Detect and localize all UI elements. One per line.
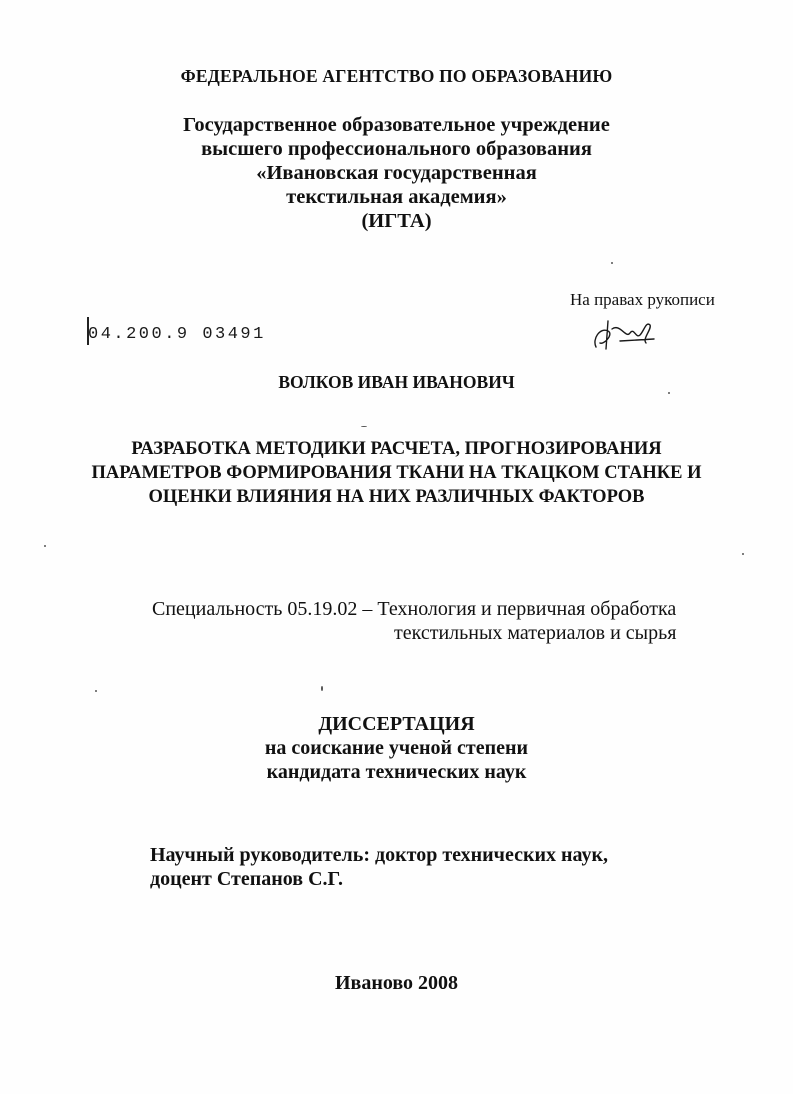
- scan-speck: [95, 690, 97, 692]
- institution-line-3: «Ивановская государственная: [256, 162, 537, 184]
- manuscript-rights-note: На правах рукописи: [570, 290, 715, 309]
- signature-mark: [590, 313, 660, 353]
- thesis-title-line-2: ПАРАМЕТРОВ ФОРМИРОВАНИЯ ТКАНИ НА ТКАЦКОМ СТАНКЕ И: [91, 463, 702, 483]
- city-year: Иваново 2008: [334, 972, 459, 994]
- scan-speck: [361, 426, 367, 427]
- scan-speck: [321, 686, 323, 691]
- thesis-title-line-3: ОЦЕНКИ ВЛИЯНИЯ НА НИХ РАЗЛИЧНЫХ ФАКТОРОВ: [148, 487, 645, 507]
- scan-speck: [742, 553, 744, 555]
- specialty-line-1: Специальность 05.19.02 – Технология и первичная обработка: [152, 598, 677, 620]
- thesis-title-line-1: РАЗРАБОТКА МЕТОДИКИ РАСЧЕТА, ПРОГНОЗИРОВАНИЯ: [131, 439, 662, 459]
- dissertation-heading: ДИССЕРТАЦИЯ: [318, 713, 475, 735]
- institution-line-2: высшего профессионального образования: [201, 138, 592, 160]
- institution-line-4: текстильная академия»: [286, 186, 507, 208]
- institution-line-1: Государственное образовательное учреждение: [183, 114, 610, 136]
- scan-speck: [668, 392, 670, 394]
- degree-line-2: кандидата технических наук: [266, 761, 527, 783]
- agency-name: ФЕДЕРАЛЬНОЕ АГЕНТСТВО ПО ОБРАЗОВАНИЮ: [180, 66, 613, 86]
- specialty-line-2: текстильных материалов и сырья: [394, 622, 677, 644]
- scan-speck: [44, 545, 46, 547]
- degree-line-1: на соискание ученой степени: [264, 737, 529, 759]
- registration-stamp: 04.200.9 03491: [88, 325, 266, 344]
- institution-abbreviation: (ИГТА): [361, 210, 432, 232]
- scan-speck: [611, 262, 613, 264]
- author-name: ВОЛКОВ ИВАН ИВАНОВИЧ: [278, 372, 515, 392]
- supervisor-line-1: Научный руководитель: доктор технических наук,: [150, 844, 609, 866]
- supervisor-line-2: доцент Степанов С.Г.: [150, 868, 344, 890]
